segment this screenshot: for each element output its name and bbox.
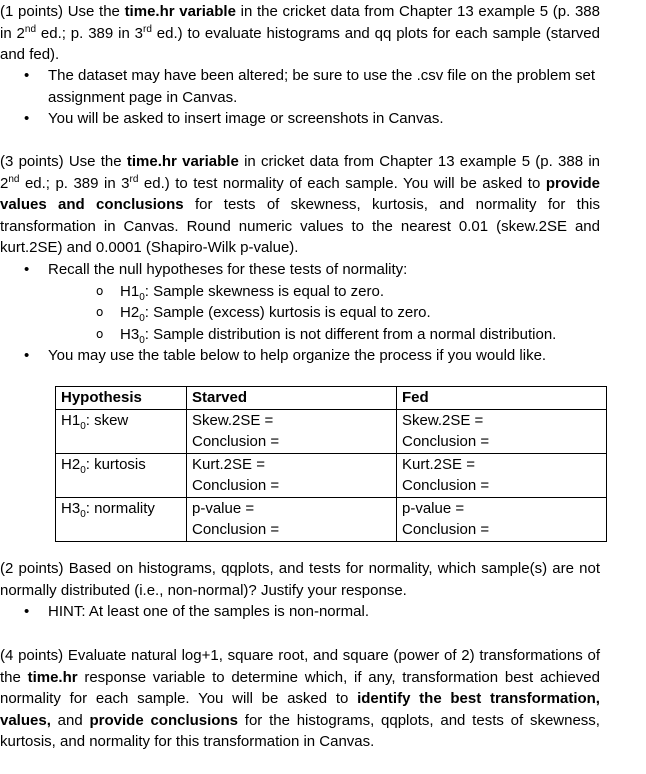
- q2-sup-nd: nd: [8, 173, 20, 185]
- q2-text-c: ed.) to test normality of each sample. You will be asked to: [138, 174, 546, 192]
- bullet-icon: •: [24, 261, 30, 278]
- hyp-sub: 0: [80, 464, 86, 476]
- list-item: [0, 108, 600, 130]
- hyp-label: H2: [61, 455, 81, 473]
- q4-text-c: and: [50, 711, 90, 729]
- hyp-cell: [56, 497, 187, 541]
- list-item: [0, 345, 600, 367]
- q1-sup-nd: nd: [24, 23, 37, 35]
- fed-cell: [397, 497, 607, 541]
- q1-text: (1 points) Use the: [0, 3, 125, 20]
- table-row: [56, 453, 607, 497]
- bullet-icon: •: [24, 347, 30, 364]
- hyp-label: H1: [120, 282, 140, 300]
- q2-bold-2: provide values and conclusions: [0, 174, 600, 213]
- fed-conclusion: Conclusion =: [402, 521, 490, 538]
- hyp-text: : skew: [85, 411, 129, 429]
- fed-cell: [397, 409, 607, 453]
- hyp-text: : Sample (excess) kurtosis is equal to zero.: [144, 304, 431, 321]
- hyp-sub: 0: [139, 291, 145, 303]
- q2-text: (3 points) Use the: [0, 153, 127, 170]
- q1-bold: time.hr variable: [124, 3, 236, 20]
- fed-conclusion: Conclusion =: [402, 477, 490, 494]
- question-1: [0, 1, 600, 66]
- starved-cell: [187, 497, 397, 541]
- starved-conclusion: Conclusion =: [192, 521, 280, 538]
- circle-bullet-icon: o: [96, 326, 104, 341]
- q2-bullet-2: You may use the table below to help organize the process if you would like.: [48, 347, 547, 364]
- question-2: [0, 151, 600, 259]
- question-4: [0, 645, 600, 753]
- q2-text-a: in cricket data from Chapter 13 example 5 (p. 388 in 2: [0, 153, 600, 192]
- q1-sup-rd: rd: [143, 23, 152, 35]
- header-fed: Fed: [397, 387, 607, 410]
- q2-text-d: for tests of skewness, kurtosis, and normality for this transformation in Canvas. Round numeric values to the nearest 0.01 (skew.2SE and kurt.2SE) and 0.0001 (Shapiro-Wilk p-value).: [0, 196, 601, 256]
- starved-conclusion: Conclusion =: [192, 433, 280, 450]
- starved-value: Kurt.2SE =: [192, 455, 265, 473]
- fed-value: Kurt.2SE =: [402, 455, 475, 473]
- fed-cell: [397, 453, 607, 497]
- hyp-sub: 0: [80, 420, 86, 432]
- bullet-icon: •: [24, 110, 30, 127]
- list-item: [0, 259, 600, 345]
- list-item: [0, 601, 600, 623]
- starved-cell: [187, 409, 397, 453]
- hyp-label: H2: [120, 304, 140, 321]
- q2-bullets: [0, 259, 600, 367]
- table-header-row: [56, 387, 607, 410]
- bullet-icon: •: [24, 603, 30, 620]
- question-3: (2 points) Based on histograms, qqplots, and tests for normality, which sample(s) are not normally distributed (i.e., non-normal)? Justify your response.: [0, 560, 600, 599]
- q4-text-d: for the histograms, qqplots, and tests of skewness, kurtosis, and normality for this transformation in Canvas.: [0, 711, 600, 750]
- starved-value: Skew.2SE =: [192, 411, 274, 429]
- hyp-text: : Sample distribution is not different from a normal distribution.: [144, 325, 557, 343]
- hypothesis-list: [48, 281, 600, 346]
- q4-bold-2: identify the best transformation, values,: [0, 690, 600, 729]
- q2-sup-rd: rd: [129, 173, 139, 185]
- bullet-icon: •: [24, 67, 30, 84]
- q2-bold-1: time.hr variable: [126, 153, 239, 170]
- list-item: [48, 281, 600, 303]
- q4-bold-1: time.hr: [27, 668, 78, 686]
- hyp-text: : kurtosis: [85, 455, 146, 473]
- list-item: [48, 302, 600, 324]
- starved-cell: [187, 453, 397, 497]
- list-item: [0, 65, 600, 108]
- starved-value: p-value =: [192, 499, 255, 517]
- hyp-label: H1: [61, 411, 81, 429]
- hyp-sub: 0: [139, 334, 145, 346]
- circle-bullet-icon: o: [96, 305, 104, 319]
- q4-text-b: response variable to determine which, if any, transformation best achieved normality for each sample. You will be asked to: [0, 668, 600, 707]
- hyp-cell: [56, 409, 187, 453]
- table-row: [56, 497, 607, 541]
- hyp-sub: 0: [139, 313, 145, 324]
- fed-value: Skew.2SE =: [402, 411, 484, 429]
- q1-bullet-2: You will be asked to insert image or screenshots in Canvas.: [48, 110, 444, 127]
- starved-conclusion: Conclusion =: [192, 477, 280, 494]
- q1-bullets: [0, 65, 600, 130]
- q3-hint: HINT: At least one of the samples is non-normal.: [48, 603, 369, 620]
- hyp-text: : normality: [85, 499, 155, 517]
- fed-conclusion: Conclusion =: [402, 433, 490, 450]
- table-row: [56, 409, 607, 453]
- q1-text-a: in the cricket data from Chapter 13 example 5 (p. 388 in 2: [0, 3, 600, 42]
- hyp-label: H3: [120, 325, 140, 343]
- q3-bullets: [0, 601, 600, 623]
- hyp-sub: 0: [80, 508, 86, 520]
- header-starved: Starved: [187, 387, 397, 410]
- fed-value: p-value =: [402, 499, 465, 517]
- q1-bullet-1: The dataset may have been altered; be sure to use the .csv file on the problem set assignment page in Canvas.: [48, 67, 595, 106]
- normality-table: [55, 386, 607, 542]
- q1-text-b: ed.; p. 389 in 3: [36, 24, 144, 42]
- q1-text-c: ed.) to evaluate histograms and qq plots for each sample (starved and fed).: [0, 24, 600, 63]
- hyp-cell: [56, 453, 187, 497]
- hyp-label: H3: [61, 499, 81, 517]
- q2-bullet-1: Recall the null hypotheses for these tests of normality:: [48, 261, 408, 278]
- list-item: [48, 324, 600, 346]
- q4-bold-3: provide conclusions: [89, 711, 238, 729]
- hyp-text: : Sample skewness is equal to zero.: [144, 282, 385, 300]
- q4-text-a: (4 points) Evaluate natural log+1, square root, and square (power of 2) transformations of the: [0, 647, 600, 686]
- q2-text-b: ed.; p. 389 in 3: [19, 174, 130, 192]
- circle-bullet-icon: o: [96, 283, 104, 298]
- header-hypothesis: Hypothesis: [56, 387, 187, 410]
